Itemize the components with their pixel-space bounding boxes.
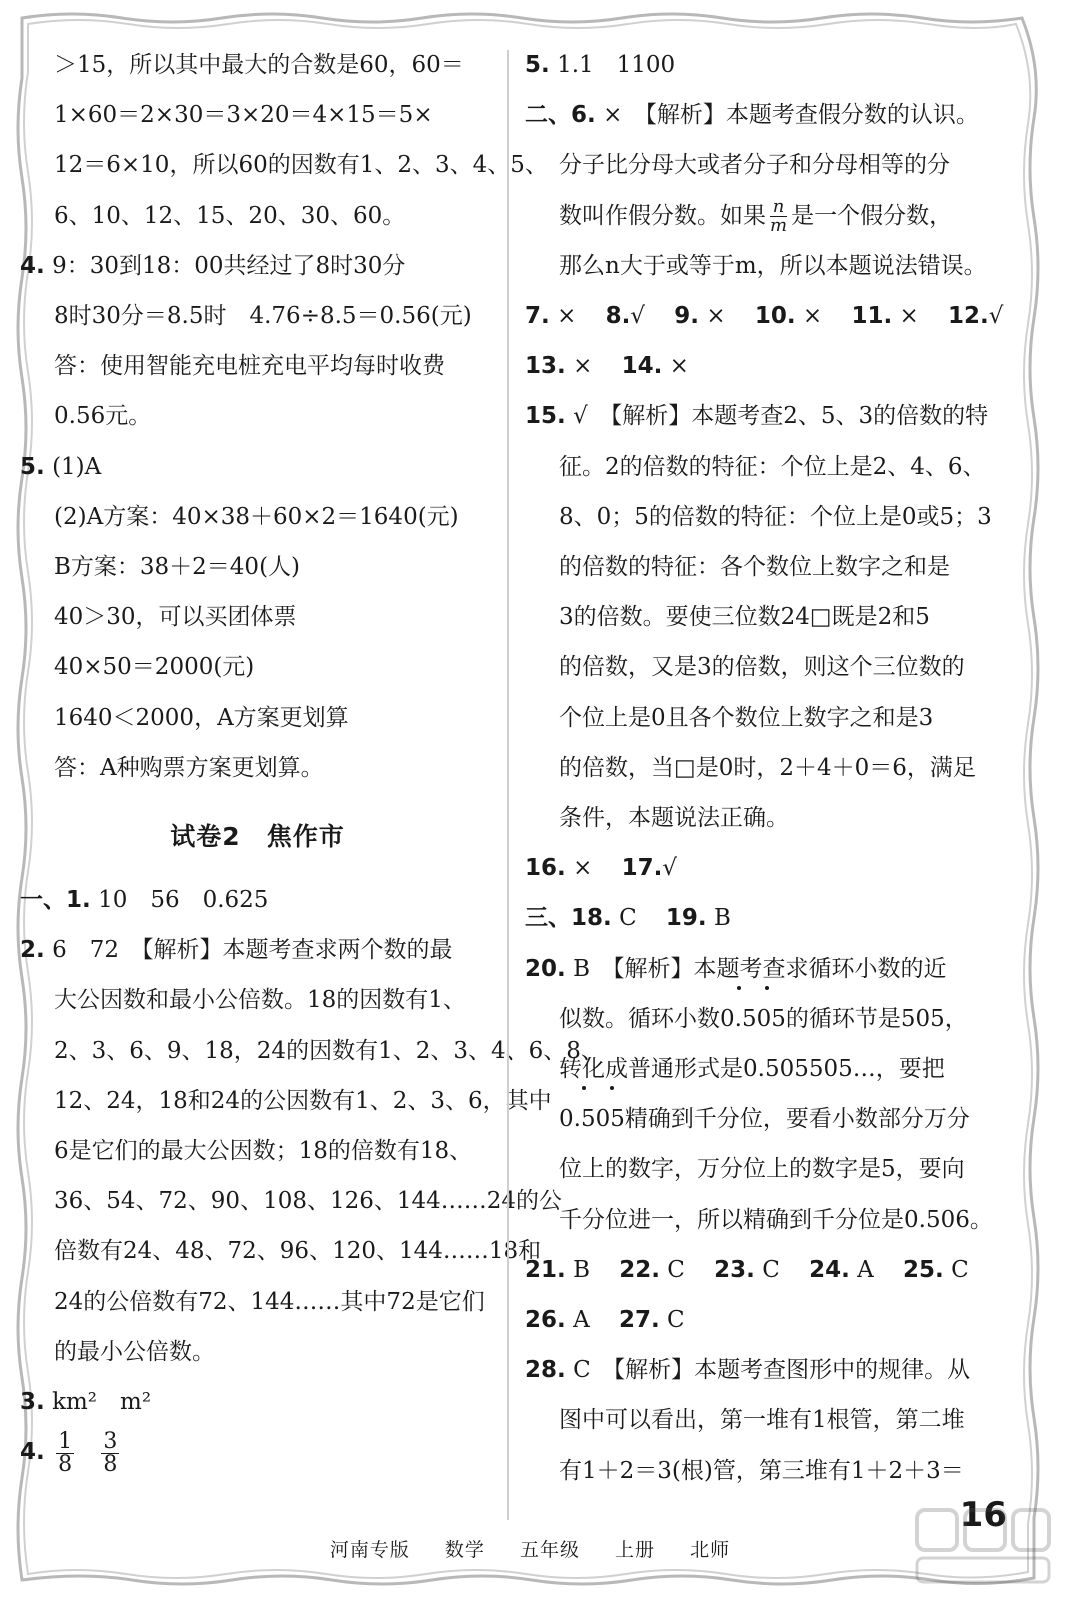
column-divider	[507, 50, 509, 1520]
denominator: 8	[103, 1451, 118, 1477]
page-number: 16	[959, 1495, 1007, 1535]
answer-mark: B	[573, 1256, 590, 1283]
q2-line: 12、24，18和24的公因数有1、2、3、6，其中	[54, 1087, 552, 1114]
q15-line: 条件，本题说法正确。	[559, 805, 789, 832]
question-number: 21.	[525, 1256, 566, 1283]
question-number: 2.	[20, 937, 45, 964]
q3b-text: km² m²	[52, 1389, 152, 1416]
answer-mark: C	[619, 905, 637, 932]
q15-line: 8、0；5的倍数的特征：个位上是0或5；3	[559, 503, 992, 530]
question-number: 5.	[20, 453, 45, 480]
question-number: 8.	[605, 303, 631, 330]
answer-mark: B	[713, 905, 731, 932]
answers-row-21-25	[525, 1245, 1015, 1295]
footer-edition: 河南专版	[329, 1539, 410, 1561]
q3-line: 6、10、12、15、20、30、60。	[54, 202, 406, 229]
question-number: 15.	[525, 403, 566, 430]
q5-line: (1)A	[52, 453, 102, 480]
answer-mark: √	[988, 303, 1004, 330]
q15-line: 3的倍数。要使三位数24□既是2和5	[559, 604, 930, 631]
q28-first: C 【解析】本题考查图形中的规律。从	[573, 1357, 971, 1384]
q4-line4: 0.56元。	[54, 403, 152, 430]
q20-line6: 千分位进一，所以精确到千分位是0.506。	[559, 1206, 993, 1233]
s1-answer	[20, 875, 495, 925]
q20-line4-text: 0.505精确到千分位，要看小数部分万分	[559, 1106, 970, 1133]
answer-mark: A	[573, 1307, 590, 1334]
q6-line4: 那么n大于或等于m，所以本题说法错误。	[559, 252, 987, 279]
q5-line: 40×50＝2000(元)	[54, 654, 255, 681]
q3-line: ＞15，所以其中最大的合数是60，60＝	[54, 52, 464, 78]
q15-answer	[525, 391, 1015, 441]
q2-first: 6 72 【解析】本题考查求两个数的最	[52, 937, 453, 964]
q28-line2: 图中可以看出，第一堆有1根管，第二堆	[559, 1407, 965, 1434]
question-number: 3.	[20, 1389, 45, 1416]
answer-mark: ×	[557, 303, 577, 330]
q15-line: 个位上是0且各个数位上数字之和是3	[559, 704, 934, 731]
answer-mark: ×	[706, 303, 726, 330]
question-number: 22.	[619, 1256, 660, 1283]
answer-mark: A	[857, 1256, 874, 1283]
q2-line: 2、3、6、9、18，24的因数有1、2、3、4、6、8、	[54, 1037, 604, 1064]
section-prefix: 三、	[525, 905, 571, 932]
answer-mark: ×	[802, 303, 823, 330]
fraction	[101, 1428, 119, 1477]
answer-mark: ×	[669, 353, 689, 380]
question-number: 18.	[571, 905, 612, 932]
q2-line: 的最小公倍数。	[54, 1338, 215, 1365]
question-number: 27.	[618, 1307, 660, 1334]
q20-line2-text: 似数。循环小数0.505的循环节是505，	[559, 1005, 968, 1032]
answer-page	[20, 40, 1040, 1561]
answer-mark: ×	[573, 353, 593, 380]
q3-line: 12＝6×10，所以60的因数有1、2、3、4、5、	[54, 152, 548, 179]
question-number: 28.	[525, 1357, 566, 1384]
q28-answer	[525, 1345, 1015, 1395]
question-number: 26.	[525, 1307, 566, 1334]
right-column	[525, 40, 1015, 1530]
q2-line: 24的公倍数有72、144……其中72是它们	[54, 1288, 485, 1315]
page-footer	[20, 1520, 1040, 1580]
answer-mark: √	[662, 855, 677, 882]
q2-line: 大公因数和最小公倍数。18的因数有1、	[54, 987, 466, 1014]
footer-grade: 五年级	[519, 1539, 580, 1561]
q15-line: 的倍数的特征：各个数位上数字之和是	[559, 554, 950, 581]
q4b-answer	[20, 1427, 495, 1477]
question-number: 14.	[621, 353, 663, 380]
q20-answer	[525, 944, 1015, 994]
q5-line: 答：A种购票方案更划算。	[54, 754, 324, 781]
repeating-dot	[737, 986, 741, 990]
q20-line5: 位上的数字，万分位上的数字是5，要向	[559, 1156, 965, 1183]
q3b-answer	[20, 1377, 495, 1427]
answer-mark: ×	[899, 303, 919, 330]
q20-line4	[525, 1094, 1015, 1144]
q5-line: (2)A方案：40×38＋60×2＝1640(元)	[54, 503, 459, 530]
fraction	[56, 1428, 74, 1477]
question-number: 9.	[674, 303, 699, 330]
q2-answer	[20, 925, 495, 975]
q28-line3: 有1＋2＝3(根)管，第三堆有1＋2＋3＝	[559, 1457, 964, 1484]
answer-mark: C	[667, 1307, 685, 1334]
answer-mark: √	[630, 303, 645, 330]
repeating-dot	[765, 986, 769, 990]
q2-line: 6是它们的最大公因数；18的倍数有18、	[54, 1138, 473, 1165]
q4-answer	[20, 241, 495, 291]
numerator: 1	[58, 1428, 73, 1454]
q15-first: √ 【解析】本题考查2、5、3的倍数的特	[573, 403, 989, 430]
fraction	[770, 198, 787, 235]
footer-publisher: 北师	[690, 1539, 731, 1561]
r-q5-answer	[525, 40, 1015, 90]
question-number: 24.	[809, 1256, 850, 1283]
question-number: 7.	[525, 303, 550, 330]
denominator: m	[770, 215, 788, 237]
question-number: 12.	[948, 303, 989, 330]
q5-line: 1640＜2000，A方案更划算	[54, 704, 349, 731]
q3-line: 1×60＝2×30＝3×20＝4×15＝5×	[54, 102, 433, 129]
question-number: 23.	[714, 1256, 755, 1283]
q4-line1: 9：30到18：00共经过了8时30分	[52, 252, 406, 279]
q2-line: 倍数有24、48、72、96、120、144……18和	[54, 1238, 542, 1265]
footer-volume: 上册	[615, 1539, 656, 1561]
q5-answer	[20, 442, 495, 492]
q6-first: × 【解析】本题考查假分数的认识。	[603, 102, 979, 129]
q20-line2	[525, 994, 1015, 1044]
question-number: 4.	[20, 252, 45, 279]
answers-row-26-27	[525, 1295, 1015, 1345]
question-number: 13.	[525, 353, 566, 380]
q4-line3: 答：使用智能充电桩充电平均每时收费	[54, 353, 445, 380]
question-number: 17.	[621, 855, 663, 882]
q6-line3	[525, 191, 1015, 241]
q6-answer	[525, 90, 1015, 140]
question-number: 11.	[851, 303, 893, 330]
q6-line2: 分子比分母大或者分子和分母相等的分	[559, 152, 950, 179]
q6-line3-a: 数叫作假分数。如果	[559, 202, 766, 229]
s1-text: 10 56 0.625	[98, 887, 269, 914]
section-title: 试卷2 焦作市	[170, 822, 345, 852]
q5-line: 40＞30，可以买团体票	[54, 604, 297, 631]
question-number: 10.	[754, 303, 796, 330]
r-q5-text: 1.1 1100	[557, 52, 676, 78]
q6-line3-b: 是一个假分数，	[791, 202, 953, 229]
q4-line2: 8时30分＝8.5时 4.76÷8.5＝0.56(元)	[54, 303, 472, 330]
question-number: 1.	[66, 887, 91, 914]
q2-line: 36、54、72、90、108、126、144……24的公	[54, 1188, 563, 1215]
question-number: 20.	[525, 955, 566, 982]
q20-first: B 【解析】本题考查求循环小数的近	[573, 955, 947, 982]
question-number: 6.	[571, 102, 596, 129]
question-number: 5.	[525, 52, 550, 78]
numerator: 3	[103, 1428, 118, 1454]
answers-row-18-19	[525, 893, 1015, 943]
question-number: 16.	[525, 855, 566, 882]
q15-line: 征。2的倍数的特征：个位上是2、4、6、	[559, 453, 986, 480]
answers-row-7-12	[525, 291, 1015, 341]
q15-line: 的倍数，又是3的倍数，则这个三位数的	[559, 654, 965, 681]
footer-subject: 数学	[444, 1539, 485, 1561]
watermark-logo	[907, 1500, 1057, 1590]
numerator: n	[770, 198, 787, 217]
q20-line3: 转化成普通形式是0.505505…，要把	[559, 1056, 945, 1083]
denominator: 8	[58, 1451, 73, 1477]
section-prefix: 一、	[20, 887, 66, 914]
q5-line: B方案：38＋2＝40(人)	[54, 554, 301, 581]
q15-line: 的倍数，当□是0时，2＋4＋0＝6，满足	[559, 754, 976, 781]
question-number: 4.	[20, 1439, 45, 1466]
answers-row-13-14	[525, 341, 1015, 391]
answers-row-16-17	[525, 843, 1015, 893]
question-number: 25.	[903, 1256, 944, 1283]
answer-mark: C	[951, 1256, 969, 1283]
answer-mark: ×	[573, 855, 593, 882]
answer-mark: C	[667, 1256, 685, 1283]
section-prefix: 二、	[525, 102, 571, 129]
question-number: 19.	[665, 905, 707, 932]
answer-mark: C	[762, 1256, 780, 1283]
